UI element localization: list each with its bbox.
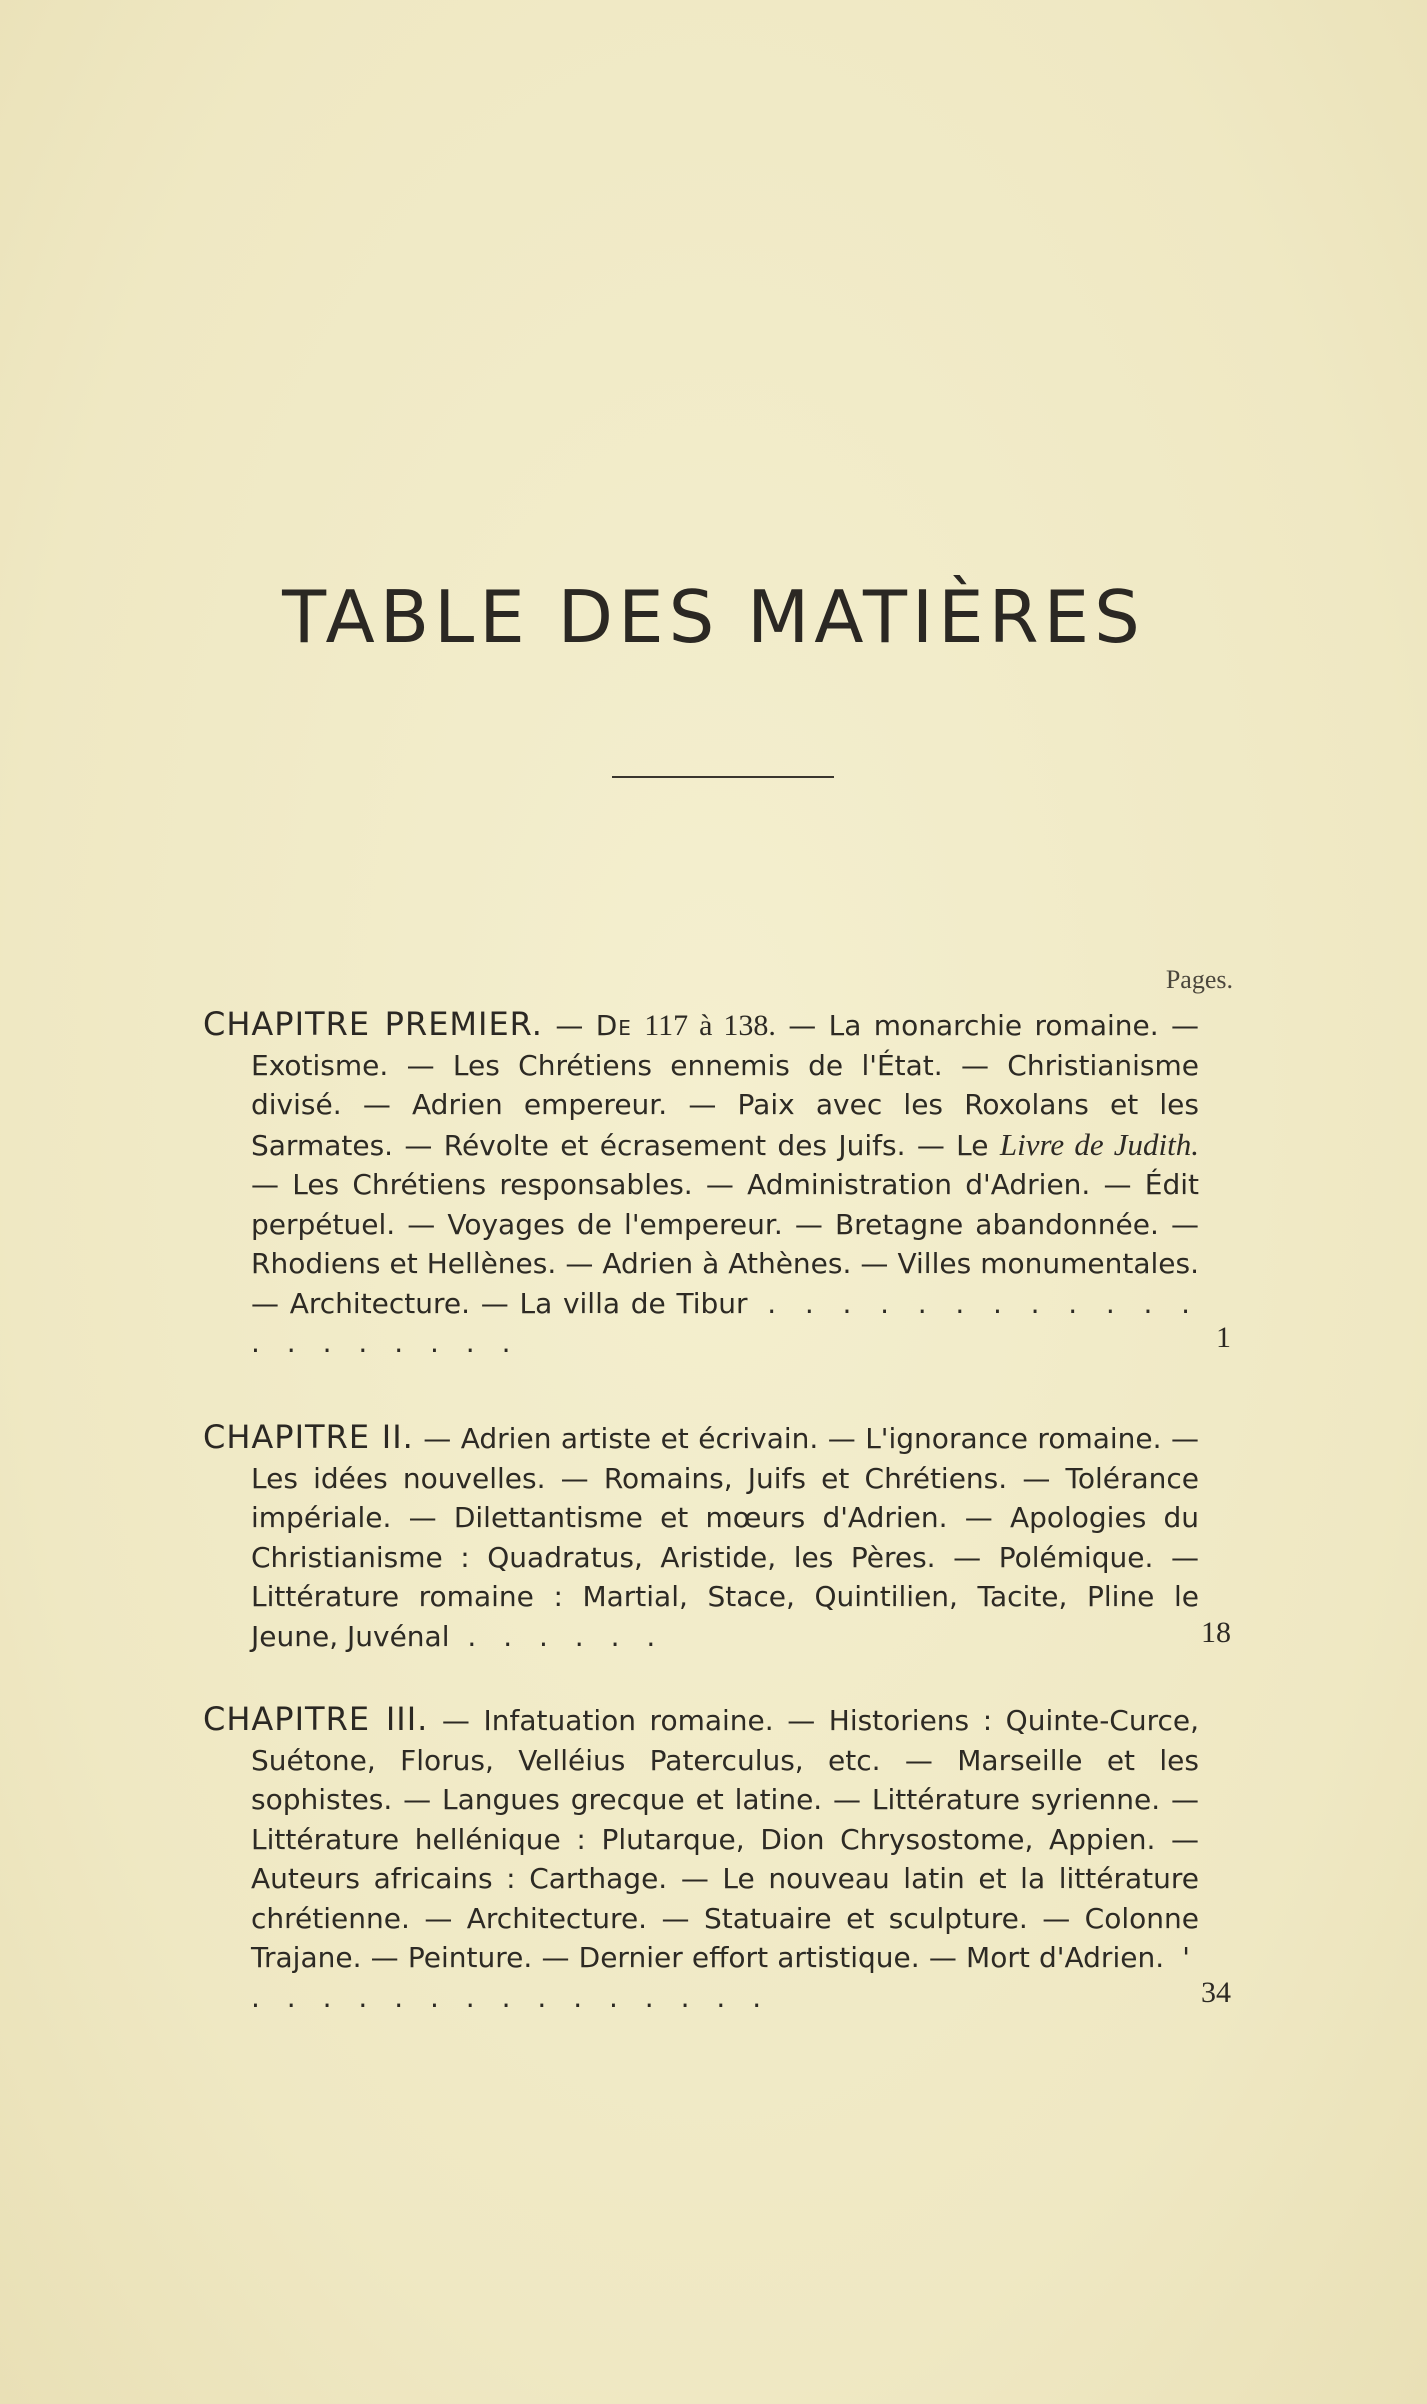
- toc-entry-chapter-1[interactable]: [203, 1005, 1231, 1375]
- chapter-heading: CHAPITRE II.: [203, 1418, 414, 1456]
- chapter-summary-italic: Livre de Judith.: [999, 1126, 1200, 1162]
- chapter-summary-part-a: La monarchie romaine. — Exotisme. — Les Chrétiens ennemis de l'État. — Christianisme divisé. — Adrien empereur. — Paix avec les Roxolans et les Sarmates. — Révolte et écrasement des Juifs. — Le: [251, 1009, 1199, 1162]
- title-divider: [612, 776, 834, 778]
- toc-entry-chapter-2[interactable]: [203, 1418, 1231, 1658]
- page-title: TABLE DES MATIÈRES: [282, 575, 1145, 659]
- page-number[interactable]: 18: [1201, 1616, 1231, 1649]
- pages-column-label: Pages.: [1165, 965, 1233, 994]
- chapter-summary: — Infatuation romaine. — Historiens : Quinte-Curce, Suétone, Florus, Velléius Paterculus, etc. — Marseille et les sophistes. — Langues grecque et latine. — Littérature syrienne. — Littérature hellénique : Plutarque, Dion Chrysostome, Appien. — Auteurs africains : Carthage. — Le nouveau latin et la littérature chrétienne. — Architecture. — Statuaire et sculpture. — Colonne Trajane. — Peinture. — Dernier effort artistique. — Mort d'Adrien.: [251, 1704, 1200, 1974]
- toc-entry-text: CHAPITRE PREMIER. — De 117 à 138. — La monarchie romaine. — Exotisme. — Les Chrétiens ennemis de l'État. — Christianisme divisé. — Adrien empereur. — Paix avec les Roxolans et les Sarmates. — Révolte et écrasement des Juifs. — Le Livre de Judith. — Les Chrétiens responsables. — Administration d'Adrien. — Édit perpétuel. — Voyages de l'empereur. — Bretagne abandonnée. — Rhodiens et Hellènes. — Adrien à Athènes. — Villes monumentales. — Architecture. — La villa de Tibur . . . . . . . . . . . . . . . . . . . .: [203, 1005, 1200, 1359]
- chapter-heading: CHAPITRE PREMIER.: [203, 1005, 543, 1043]
- toc-entry-text: [203, 1700, 1199, 2017]
- chapter-date-prefix: De: [595, 1009, 632, 1042]
- chapter-date-range: 117 à 138.: [644, 1009, 776, 1042]
- leader-dots: ' . . . . . . . . . . . . . . .: [251, 1941, 1200, 2014]
- page-number[interactable]: 34: [1201, 1976, 1231, 2009]
- chapter-summary: — Adrien artiste et écrivain. — L'ignorance romaine. — Les idées nouvelles. — Romains, Juifs et Chrétiens. — Tolérance impériale. — Dilettantisme et mœurs d'Adrien. — Apologies du Christianisme : Quadratus, Aristide, les Pères. — Polémique. — Littérature romaine : Martial, Stace, Quintilien, Tacite, Pline le Jeune, Juvénal: [251, 1422, 1200, 1653]
- leader-dots: . . . . . .: [449, 1619, 665, 1653]
- toc-entry-chapter-3[interactable]: [203, 1700, 1231, 2030]
- toc-entry-text: [203, 1418, 1199, 1656]
- chapter-summary-part-b: — Les Chrétiens responsables. — Administration d'Adrien. — Édit perpétuel. — Voyages de l'empereur. — Bretagne abandonnée. — Rhodiens et Hellènes. — Adrien à Athènes. — Villes monumentales. — Architecture. — La villa de Tibur: [251, 1168, 1199, 1320]
- leader-dots: . . . . . . . . . . . . . . . . . . . .: [251, 1286, 1199, 1359]
- page-number[interactable]: 1: [1216, 1321, 1231, 1354]
- chapter-heading: CHAPITRE III.: [203, 1700, 429, 1738]
